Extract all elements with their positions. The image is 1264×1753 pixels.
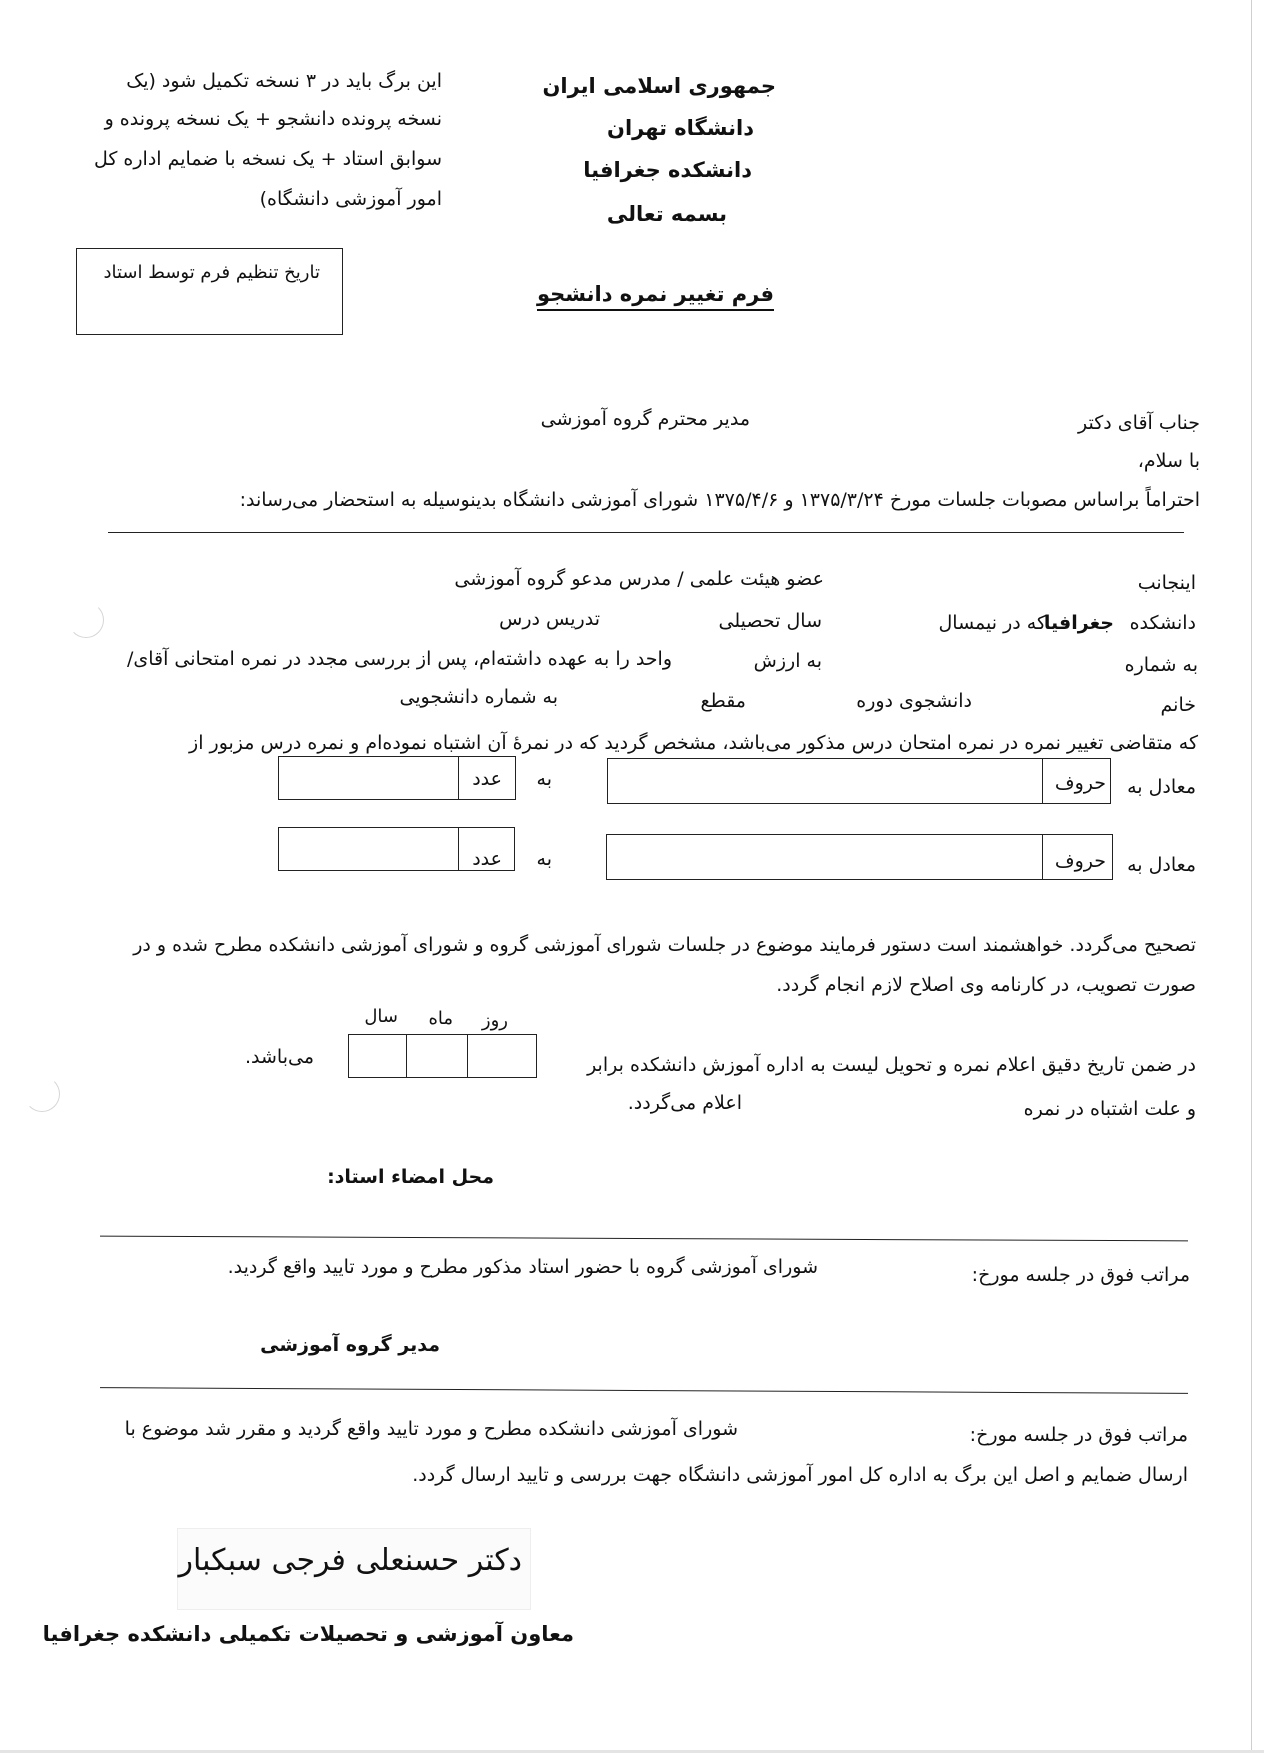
header-faculty: دانشکده جغرافیا [583,158,752,182]
scan-edge-right [1251,0,1252,1753]
undersigned-label: اینجانب [1137,572,1196,594]
student-of-label: دانشجوی دوره [856,690,972,712]
signatory-name: دکتر حسنعلی فرجی سبکبار [178,1543,522,1578]
group-council-text: شورای آموزشی گروه با حضور استاد مذکور مطرح و مورد تایید واقع گردید. [227,1256,818,1278]
punch-hole-mark [24,1076,60,1112]
divider-line [100,1387,1188,1394]
faculty-label: دانشکده [1129,612,1196,634]
signatory-title: معاون آموزشی و تحصیلات تکمیلی دانشکده جغرافیا [42,1622,574,1646]
greeting: با سلام، [1137,450,1200,472]
field-divider [458,827,459,871]
digits-label: عدد [472,768,502,790]
correction-line: صورت تصویب، در کارنامه وی اصلاح لازم انجام گردد. [776,974,1196,996]
grade-from-letters-field[interactable] [607,758,1111,804]
instructions-line: نسخه پرونده دانشجو + یک نسخه پرونده و [104,108,442,130]
group-above-label: مراتب فوق در جلسه مورخ: [971,1264,1190,1286]
equal-to-label: معادل به [1127,854,1196,876]
field-divider [1042,834,1043,880]
header-country: جمهوری اسلامی ایران [542,74,776,98]
to-label: به [536,848,552,870]
teaching-label: تدریس درس [499,608,600,630]
letters-label: حروف [1054,772,1106,794]
is-label: می‌باشد. [244,1046,314,1068]
to-label: به [536,768,552,790]
date-cell-divider [406,1034,407,1078]
ms-label: خانم [1160,694,1196,716]
faculty-above-label: مراتب فوق در جلسه مورخ: [969,1424,1188,1446]
dear-doctor: جناب آقای دکتر [1078,412,1200,434]
divider-line [100,1236,1188,1242]
header-basmala: بسمه تعالی [606,202,727,226]
announce-date-grid[interactable] [348,1034,537,1078]
academic-year-label: سال تحصیلی [718,610,822,632]
date-cell-divider [467,1034,468,1078]
header-university: دانشگاه تهران [607,116,754,140]
equal-to-label: معادل به [1127,776,1196,798]
reason-label: و علت اشتباه در نمره [1023,1098,1196,1120]
date-line: در ضمن تاریخ دقیق اعلام نمره و تحویل لیست به اداره آموزش دانشکده برابر [587,1054,1196,1076]
level-label: مقطع [700,690,746,712]
value-label: به ارزش [753,650,822,672]
divider-line [108,532,1184,533]
letters-label: حروف [1054,850,1106,872]
correction-line: تصحیح می‌گردد. خواهشمند است دستور فرمایند موضوع در جلسات شورای آموزشی گروه و شورای آموزشی دانشکده مطرح شده و در [133,934,1196,956]
form-title: فرم تغییر نمره دانشجو [537,284,774,311]
grade-to-letters-field[interactable] [606,834,1113,880]
field-divider [458,756,459,800]
instructions-line: امور آموزشی دانشگاه) [259,188,442,210]
student-number-label: به شماره دانشجویی [399,686,558,708]
units-line: واحد را به عهده داشته‌ام، پس از بررسی مجدد در نمره امتحانی آقای/ [126,648,672,670]
faculty-council-text: شورای آموزشی دانشکده مطرح و مورد تایید واقع گردید و مقرر شد موضوع با [124,1418,738,1440]
faculty-value: جغرافیا [1043,612,1114,634]
instructions-line: این برگ باید در ۳ نسخه تکمیل شود (یک [126,70,442,92]
field-divider [1042,758,1043,804]
signature-place-label: محل امضاء استاد: [327,1166,494,1188]
digits-label: عدد [472,848,502,870]
request-line: که متقاضی تغییر نمره در نمره امتحان درس مذکور می‌باشد، مشخص گردید که در نمرهٔ آن اشتباه نموده‌ام و نمره درس مزبور از [189,732,1198,754]
announced-label: اعلام می‌گردد. [627,1092,742,1114]
group-manager-label: مدیر گروه آموزشی [260,1334,440,1356]
dear-manager: مدیر محترم گروه آموزشی [540,408,750,430]
punch-hole-mark [68,602,104,638]
instructions-line: سوابق استاد + یک نسخه با ضمایم اداره کل [93,148,442,170]
number-label: به شماره [1124,654,1198,676]
semester-label: که در نیمسال [938,612,1046,634]
month-label: ماه [428,1008,453,1029]
respect-line: احتراماً براساس مصوبات جلسات مورخ ۱۳۷۵/۳/۲۴ و ۱۳۷۵/۴/۶ شورای آموزشی دانشگاه بدینوسیله به استحضار می‌رساند: [239,489,1200,511]
faculty-member-label: عضو هیئت علمی / مدرس مدعو گروه آموزشی [454,568,824,590]
form-date-label: تاریخ تنظیم فرم توسط استاد [103,262,320,283]
year-label: سال [364,1006,398,1027]
day-label: روز [481,1010,508,1031]
faculty-council-text: ارسال ضمایم و اصل این برگ به اداره کل امور آموزشی دانشگاه جهت بررسی و تایید ارسال گردد. [412,1464,1188,1486]
